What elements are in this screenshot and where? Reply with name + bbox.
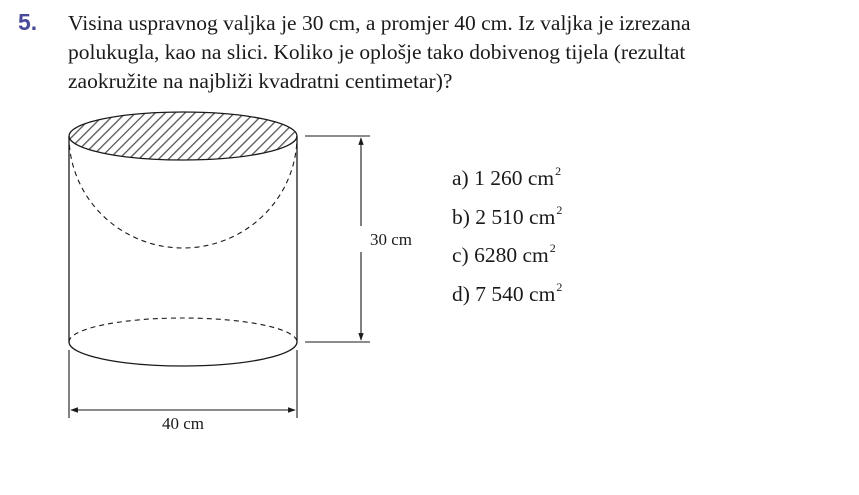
answer-option-b[interactable] — [452, 191, 562, 230]
bottom-back-dashed — [69, 318, 297, 342]
problem-number: 5. — [18, 9, 38, 35]
bottom-front-edge — [69, 342, 297, 366]
answer-options — [452, 152, 562, 306]
answer-value: 2 510 — [475, 204, 524, 229]
problem-text-line: polukugla, kao na slici. Koliko je oplošje tako dobivenog tijela (rezultat — [68, 40, 686, 64]
answer-exponent: 2 — [555, 164, 562, 178]
answer-unit: cm — [527, 166, 555, 190]
answer-exponent: 2 — [556, 279, 563, 294]
answer-letter: c) — [452, 243, 469, 267]
height-label: 30 cm — [369, 230, 413, 249]
answer-unit: cm — [529, 204, 556, 229]
answer-option-c[interactable] — [452, 229, 562, 268]
problem-text-line: zaokružite na najbliži kvadratni centimetar)? — [68, 69, 453, 93]
answer-unit: cm — [529, 281, 556, 306]
diameter-label: 40 cm — [161, 414, 205, 433]
answer-option-d[interactable] — [452, 268, 562, 307]
answer-letter: b) — [452, 204, 470, 229]
answer-letter: a) — [452, 166, 469, 190]
answer-unit: cm — [522, 243, 549, 267]
answer-letter: d) — [452, 281, 470, 306]
top-face — [69, 112, 297, 160]
answer-value: 1 260 — [474, 166, 523, 190]
answer-exponent: 2 — [549, 241, 556, 255]
answer-value: 7 540 — [475, 281, 524, 306]
problem-text-line: Visina uspravnog valjka je 30 cm, a promjer 40 cm. Iz valjka je izrezana — [68, 11, 691, 35]
answer-option-a[interactable] — [452, 152, 562, 191]
answer-exponent: 2 — [556, 202, 563, 217]
answer-value: 6280 — [474, 243, 518, 267]
